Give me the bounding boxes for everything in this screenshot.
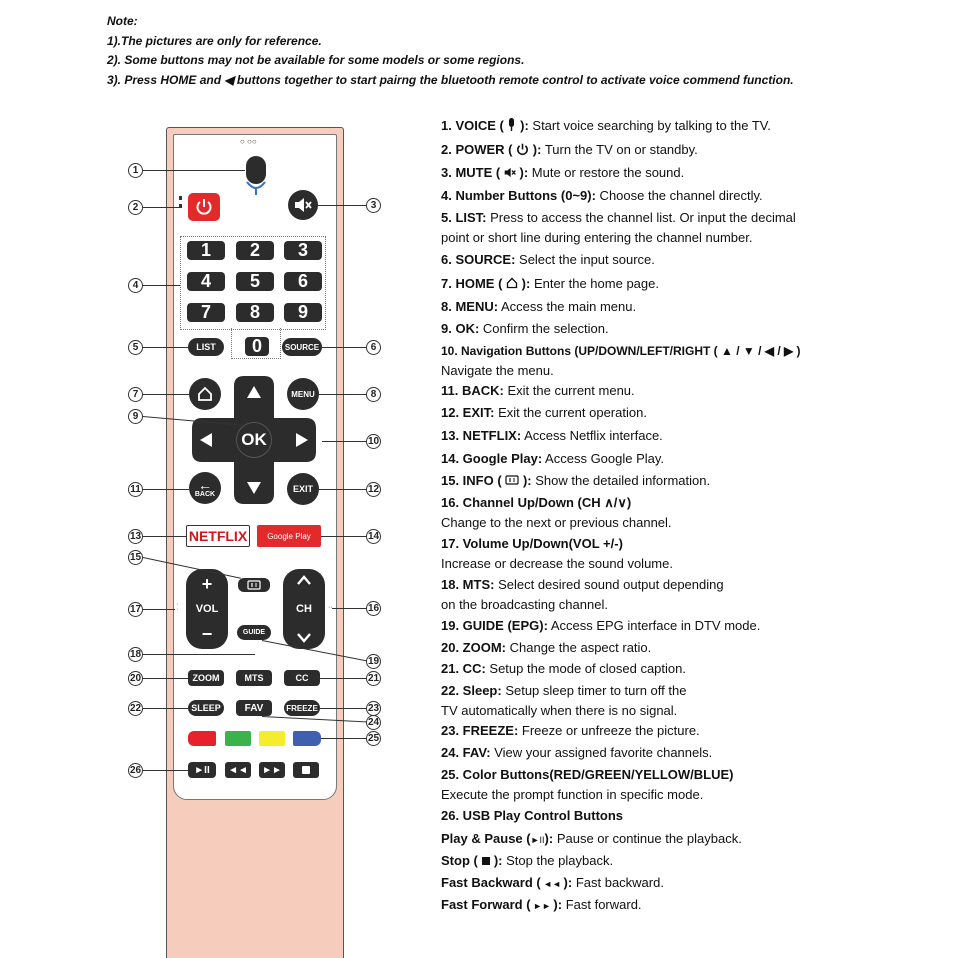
callout-2: 2 (128, 200, 143, 215)
channel-up-icon[interactable] (296, 575, 312, 585)
leader-21 (320, 678, 366, 679)
desc-stop (441, 851, 613, 871)
desc-freeze-text: Freeze or unfreeze the picture. (518, 723, 700, 738)
desc-stop-text: Stop the playback. (502, 853, 614, 868)
desc-fast-forward (441, 895, 642, 916)
desc-source-title: 6. SOURCE: (441, 252, 516, 267)
desc-source (441, 250, 655, 270)
guide-button[interactable]: GUIDE (237, 625, 271, 640)
netflix-button[interactable]: NETFLIX (186, 525, 250, 547)
yellow-button[interactable] (259, 731, 285, 746)
leader-5 (143, 347, 188, 348)
leader-16 (332, 608, 366, 609)
callout-13: 13 (129, 531, 142, 542)
desc-ff-text: Fast forward. (562, 897, 642, 912)
desc-back (441, 381, 635, 401)
leader-12 (319, 489, 366, 490)
voice-underline-icon (244, 180, 268, 196)
ok-button[interactable]: OK (236, 422, 272, 458)
desc-mts-text-2: on the broadcasting channel. (441, 597, 608, 612)
microphone-icon (507, 118, 516, 131)
mts-button[interactable]: MTS (236, 670, 272, 686)
note-line-3: 3). Press HOME and ◀ buttons together to start pairng the bluetooth remote control to activate voice commend function. (107, 72, 794, 87)
leader-20 (143, 678, 188, 679)
desc-power (441, 140, 698, 160)
desc-list-text: Press to access the channel list. Or input the decimal (486, 210, 796, 225)
desc-guide-title: 19. GUIDE (EPG): (441, 618, 548, 633)
menu-button[interactable]: MENU (287, 378, 319, 410)
back-label: BACK (194, 490, 216, 498)
callout-12: 12 (367, 484, 380, 495)
desc-play-title: Play & Pause ( (441, 831, 531, 846)
leader-25 (321, 738, 366, 739)
desc-fav-title: 24. FAV: (441, 745, 491, 760)
desc-info-close: ): (522, 473, 532, 488)
desc-guide-text: Access EPG interface in DTV mode. (547, 618, 761, 633)
desc-freeze-title: 23. FREEZE: (441, 723, 519, 738)
desc-voice-text: Start voice searching by talking to the TV. (528, 118, 771, 133)
desc-cc-title: 21. CC: (441, 661, 486, 676)
desc-mute-close: ): (519, 165, 529, 180)
callout-17: 17 (129, 604, 142, 615)
desc-mts (441, 575, 724, 615)
volume-indicator-dots: · · (176, 601, 179, 613)
desc-exit-text: Exit the current operation. (494, 405, 647, 420)
desc-fav-text: View your assigned favorite channels. (490, 745, 713, 760)
desc-google-play (441, 449, 664, 469)
note-line-1: 1).The pictures are only for reference. (107, 33, 322, 48)
play-pause-button[interactable] (188, 762, 216, 778)
volume-rocker[interactable] (186, 569, 228, 649)
stop-icon (302, 766, 310, 774)
desc-sleep (441, 681, 686, 721)
desc-play-close: ): (544, 831, 554, 846)
leader-14 (321, 536, 366, 537)
info-icon (247, 580, 261, 590)
desc-ok-text: Confirm the selection. (479, 321, 609, 336)
desc-color-buttons-title: 25. Color Buttons(RED/GREEN/YELLOW/BLUE) (441, 767, 734, 782)
desc-voice-title: 1. VOICE ( (441, 118, 504, 133)
play-pause-symbol-icon: ►II (530, 835, 545, 845)
desc-numbers-title: 4. Number Buttons (0~9): (441, 188, 596, 203)
number-0-button[interactable]: 0 (245, 337, 269, 356)
leader-6 (322, 347, 366, 348)
desc-mute-text: Mute or restore the sound. (528, 165, 685, 180)
desc-home-title: 7. HOME ( (441, 276, 503, 291)
callout-14: 14 (367, 531, 380, 542)
number-3-button[interactable]: 3 (284, 241, 322, 260)
desc-fav (441, 743, 712, 763)
callout-23: 23 (367, 703, 380, 714)
channel-down-icon[interactable] (296, 633, 312, 643)
desc-voice-close: ): (520, 118, 529, 133)
desc-mute (441, 163, 684, 183)
callout-9: 9 (128, 409, 143, 424)
desc-netflix-title: 13. NETFLIX: (441, 428, 522, 443)
number-6-button[interactable]: 6 (284, 272, 322, 291)
desc-navigation (441, 341, 801, 381)
desc-fb-title: Fast Backward ( (441, 875, 541, 890)
leader-7 (143, 394, 189, 395)
desc-power-title: 2. POWER ( (441, 142, 513, 157)
callout-21: 21 (367, 673, 380, 684)
number-7-button[interactable]: 7 (187, 303, 225, 322)
mute-symbol-icon (504, 167, 516, 178)
leader-13 (143, 536, 186, 537)
leader-2 (143, 207, 179, 208)
callout-24: 24 (367, 717, 380, 728)
callout-11: 11 (128, 482, 143, 497)
desc-stop-close: ): (493, 853, 503, 868)
number-4-button[interactable]: 4 (187, 272, 225, 291)
channel-indicator-dots: ·· (328, 604, 333, 611)
callout-18: 18 (129, 649, 142, 660)
desc-netflix-text: Access Netflix interface. (521, 428, 663, 443)
desc-home-close: ): (521, 276, 531, 291)
desc-ff-title: Fast Forward ( (441, 897, 531, 912)
volume-up-button[interactable]: + (201, 574, 213, 594)
number-2-button[interactable]: 2 (236, 241, 274, 260)
leader-18 (143, 654, 255, 655)
volume-down-button[interactable]: − (201, 624, 213, 644)
desc-usb-title: 26. USB Play Control Buttons (441, 808, 624, 823)
desc-mute-title: 3. MUTE ( (441, 165, 501, 180)
desc-info-title: 15. INFO ( (441, 473, 502, 488)
callout-19: 19 (367, 656, 380, 667)
desc-home (441, 274, 659, 294)
number-1-button[interactable]: 1 (187, 241, 225, 260)
desc-menu (441, 297, 636, 317)
fast-backward-icon: ◄◄ (228, 764, 248, 776)
desc-channel (441, 493, 672, 533)
desc-back-title: 11. BACK: (441, 383, 504, 398)
callout-8: 8 (366, 387, 381, 402)
desc-color-buttons-text: Execute the prompt function in specific mode. (441, 787, 704, 802)
power-icon (195, 198, 213, 216)
channel-label: CH (296, 603, 312, 615)
desc-ok (441, 319, 609, 339)
desc-guide (441, 616, 760, 636)
desc-play-text: Pause or continue the playback. (553, 831, 742, 846)
callout-26: 26 (129, 765, 142, 776)
desc-zoom (441, 638, 651, 658)
leader-10 (322, 441, 366, 442)
desc-cc (441, 659, 686, 679)
desc-menu-text: Access the main menu. (498, 299, 637, 314)
blue-button[interactable] (293, 731, 321, 746)
note-line-2: 2). Some buttons may not be available for some models or some regions. (107, 53, 525, 67)
freeze-button[interactable]: FREEZE (284, 700, 320, 716)
desc-zoom-title: 20. ZOOM: (441, 640, 507, 655)
desc-fb-close: ): (563, 875, 573, 890)
sleep-button[interactable]: SLEEP (188, 700, 224, 716)
power-button[interactable] (188, 193, 220, 221)
cc-button[interactable]: CC (284, 670, 320, 686)
callout-4: 4 (128, 278, 143, 293)
stop-button[interactable] (293, 762, 319, 778)
info-button[interactable] (238, 578, 270, 592)
callout-1: 1 (128, 163, 143, 178)
green-button[interactable] (225, 731, 251, 746)
desc-mts-text: Select desired sound output depending (494, 577, 724, 592)
desc-power-close: ): (532, 142, 542, 157)
leader-11 (143, 489, 189, 490)
desc-exit-title: 12. EXIT: (441, 405, 495, 420)
desc-ff-close: ): (553, 897, 563, 912)
desc-usb (441, 806, 623, 826)
indicator-dots: ○ ○○ (240, 137, 257, 146)
desc-cc-text: Setup the mode of closed caption. (485, 661, 686, 676)
desc-source-text: Select the input source. (515, 252, 655, 267)
desc-navigation-text: Navigate the menu. (441, 363, 554, 378)
desc-stop-title: Stop ( (441, 853, 478, 868)
leader-8 (319, 394, 366, 395)
play-pause-icon: ►II (194, 764, 210, 776)
leader-17 (143, 609, 175, 610)
leader-26 (143, 770, 188, 771)
desc-google-play-title: 14. Google Play: (441, 451, 543, 466)
desc-channel-title: 16. Channel Up/Down (CH ∧/∨) (441, 495, 632, 510)
info-symbol-icon (505, 475, 519, 485)
callout-22: 22 (129, 703, 142, 714)
desc-volume-title: 17. Volume Up/Down(VOL +/-) (441, 536, 623, 551)
callout-3: 3 (366, 198, 381, 213)
zoom-button[interactable]: ZOOM (188, 670, 224, 686)
fast-forward-icon: ►► (262, 764, 282, 776)
number-8-button[interactable]: 8 (236, 303, 274, 322)
desc-fast-backward (441, 873, 664, 894)
callout-6: 6 (366, 340, 381, 355)
volume-label: VOL (195, 603, 219, 615)
desc-play-pause (441, 829, 742, 850)
power-indicator (179, 196, 185, 208)
desc-color-buttons (441, 765, 734, 805)
desc-sleep-text: Setup sleep timer to turn off the (501, 683, 687, 698)
notes-block (107, 12, 794, 90)
desc-navigation-title: 10. Navigation Buttons (UP/DOWN/LEFT/RIGHT ( ▲ / ▼ / ◀ / ▶ ) (441, 344, 801, 358)
fav-button[interactable]: FAV (236, 700, 272, 716)
desc-back-text: Exit the current menu. (503, 383, 635, 398)
mute-icon (294, 197, 312, 213)
desc-menu-title: 8. MENU: (441, 299, 499, 314)
exit-button[interactable]: EXIT (287, 473, 319, 505)
desc-list-text-2: point or short line during entering the channel number. (441, 230, 753, 245)
number-9-button[interactable]: 9 (284, 303, 322, 322)
stop-symbol-icon (482, 857, 490, 865)
mute-button[interactable] (288, 190, 318, 220)
leader-1 (143, 170, 245, 171)
desc-volume-text: Increase or decrease the sound volume. (441, 556, 673, 571)
google-play-button[interactable]: Google Play (257, 525, 321, 547)
callout-15: 15 (129, 552, 142, 563)
callout-10: 10 (367, 436, 380, 447)
desc-google-play-text: Access Google Play. (542, 451, 665, 466)
desc-info (441, 471, 710, 491)
number-5-button[interactable]: 5 (236, 272, 274, 291)
desc-volume (441, 534, 673, 574)
source-button[interactable]: SOURCE (282, 338, 322, 356)
desc-info-text: Show the detailed information. (531, 473, 711, 488)
desc-zoom-text: Change the aspect ratio. (506, 640, 652, 655)
callout-25: 25 (367, 733, 380, 744)
back-button[interactable] (189, 472, 221, 504)
fast-forward-button[interactable] (259, 762, 285, 778)
callout-7: 7 (128, 387, 143, 402)
desc-list-title: 5. LIST: (441, 210, 487, 225)
desc-fb-text: Fast backward. (572, 875, 664, 890)
desc-home-text: Enter the home page. (530, 276, 659, 291)
desc-power-text: Turn the TV on or standby. (541, 142, 698, 157)
desc-list (441, 208, 796, 248)
leader-23 (320, 708, 366, 709)
desc-sleep-title: 22. Sleep: (441, 683, 502, 698)
leader-22 (143, 708, 188, 709)
fast-forward-symbol-icon: ►► (530, 901, 554, 911)
desc-exit (441, 403, 647, 423)
desc-channel-text: Change to the next or previous channel. (441, 515, 672, 530)
desc-ok-title: 9. OK: (441, 321, 480, 336)
home-symbol-icon (506, 277, 518, 289)
channel-rocker[interactable] (283, 569, 325, 649)
desc-numbers (441, 186, 763, 206)
notes-heading: Note: (107, 14, 138, 28)
desc-netflix (441, 426, 663, 446)
red-button[interactable] (188, 731, 216, 746)
desc-sleep-text-2: TV automatically when there is no signal. (441, 703, 678, 718)
desc-freeze (441, 721, 700, 741)
list-button[interactable]: LIST (188, 338, 224, 356)
desc-voice (441, 116, 771, 136)
leader-4 (143, 285, 180, 286)
callout-5: 5 (128, 340, 143, 355)
fast-backward-button[interactable] (225, 762, 251, 778)
desc-mts-title: 18. MTS: (441, 577, 495, 592)
leader-3 (318, 205, 366, 206)
fast-backward-symbol-icon: ◄◄ (540, 879, 564, 889)
callout-16: 16 (367, 603, 380, 614)
callout-20: 20 (129, 673, 142, 684)
back-arrow-icon: ← (198, 476, 212, 493)
desc-numbers-text: Choose the channel directly. (595, 188, 763, 203)
power-symbol-icon (516, 143, 529, 156)
